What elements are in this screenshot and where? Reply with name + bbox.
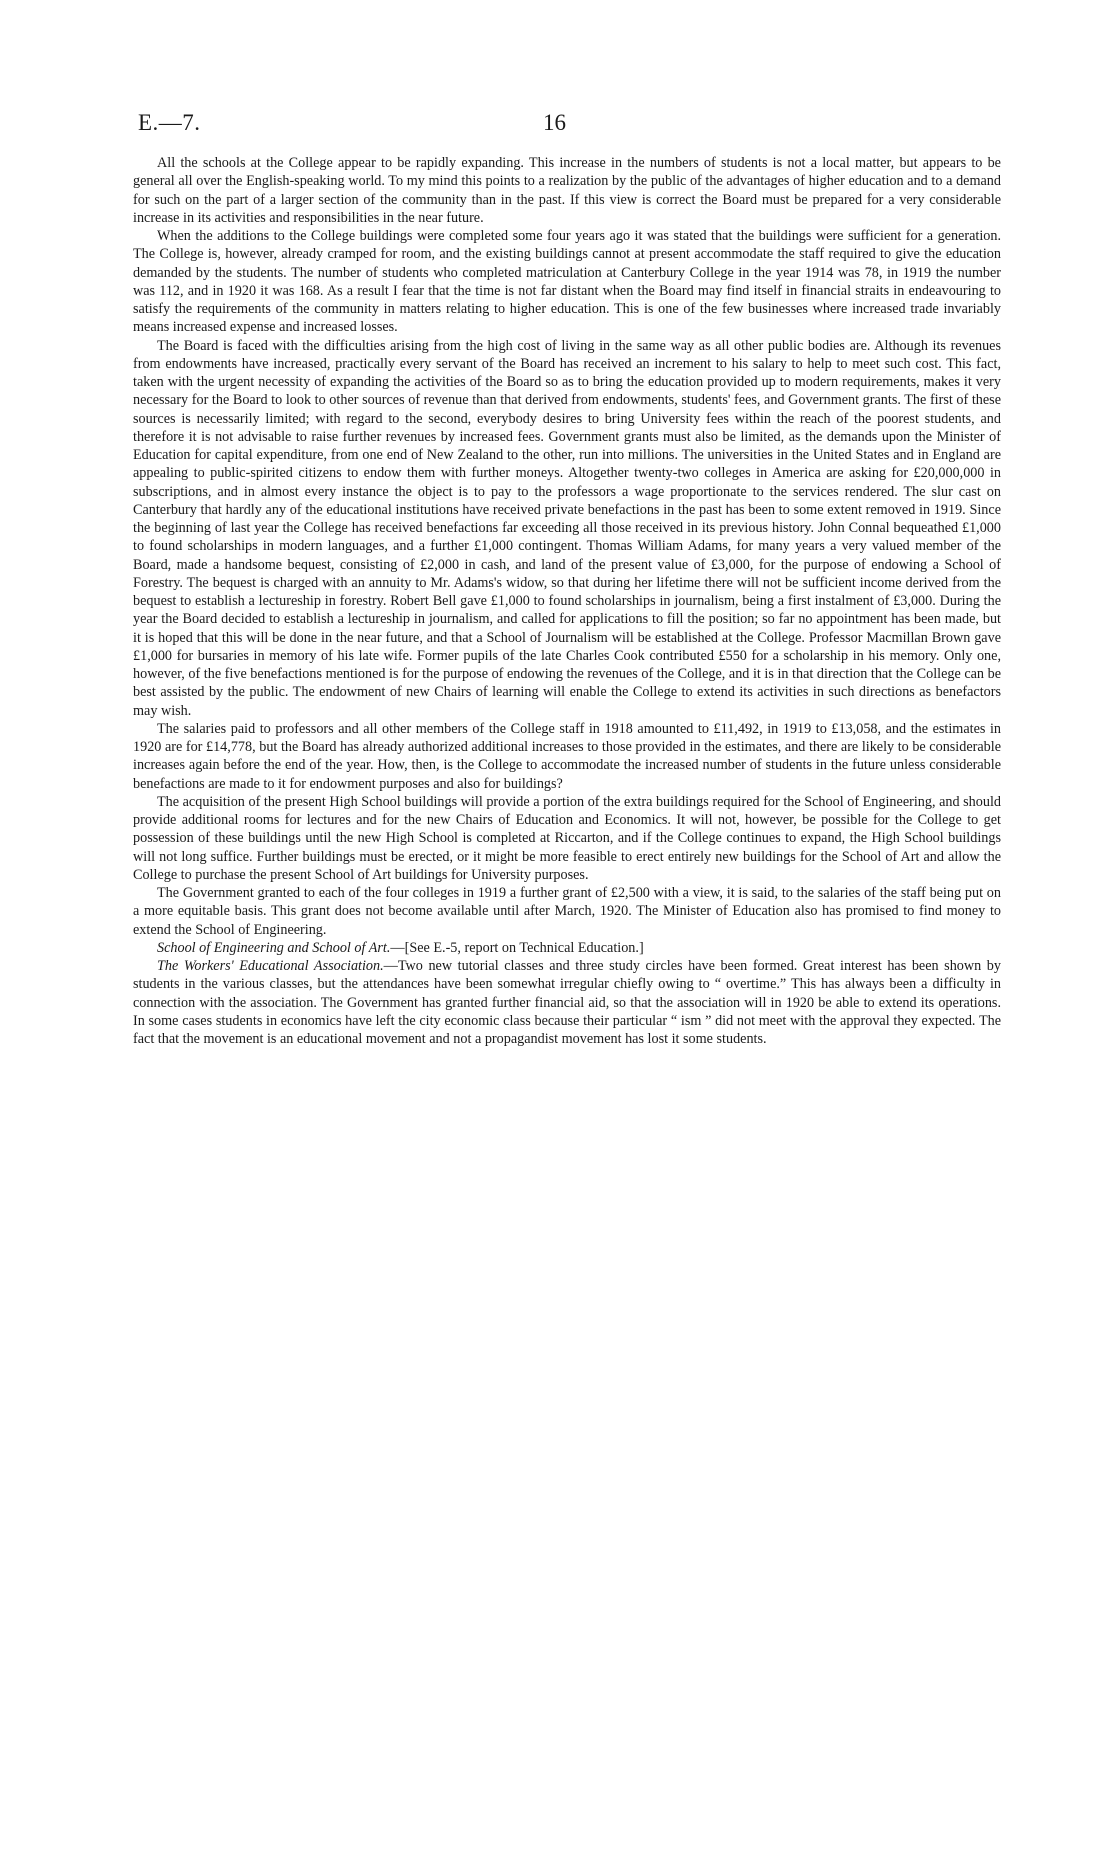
engineering-note-title: School of Engineering and School of Art. xyxy=(157,939,391,956)
paragraph-salaries: The salaries paid to professors and all other members of the College staff in 1918 amounted to £11,492, in 1919 to £13,058, and the estimates in 1920 are for £14,778, but the Board has already authorized additional increases to those provided in the estimates, and there are likely to be considerable increases again before the end of the year. How, then, is the College to accommodate the increased number of students in the future unless considerable benefactions are made to it for endowment purposes and also for buildings? xyxy=(133,720,1001,792)
workers-note-text: —Two new tutorial classes and three study circles have been formed. Great interest has been shown by students in the various classes, but the attendances have been somewhat irregular chiefly owing to “ overtime.” This has always been a difficulty in connection with the association. The Government has granted further financial aid, so that the association will in 1920 be able to extend its operations. In some cases students in economics have left the city economic class because their particular “ ism ” did not meet with the approval they expected. The fact that the movement is an educational movement and not a propagandist movement has lost it some students. xyxy=(133,958,1001,1047)
workers-note-title: The Workers' Educational Association. xyxy=(157,958,384,974)
paragraph-expansion: All the schools at the College appear to be rapidly expanding. This increase in the numbers of students is not a local matter, but appears to be general all over the English-speaking world. To my mind this points to a realization by the public of the advantages of higher education and to a demand for such on the part of a larger section of the community than in the past. If this view is correct the Board must be prepared for a very considerable increase in its activities and responsibilities in the near future. xyxy=(133,155,1001,226)
paragraph-engineering-note xyxy=(133,939,1001,957)
engineering-note-text: —[See E.-5, report on Technical Education.] xyxy=(390,939,644,956)
paragraph-workers-association xyxy=(133,957,1001,1048)
document-reference: E.—7. xyxy=(138,110,201,135)
body-text xyxy=(133,154,1001,1048)
paragraph-high-school: The acquisition of the present High School buildings will provide a portion of the extra buildings required for the School of Engineering, and should provide additional rooms for lectures and for the new Chairs of Education and Economics. It will not, however, be possible for the College to get possession of these buildings until the new High School is completed at Riccarton, and if the College continues to expand, the High School buildings will not long suffice. Further buildings must be erected, or it might be more feasible to erect entirely new buildings for the School of Art and allow the College to purchase the present School of Art buildings for University purposes. xyxy=(133,793,1001,883)
paragraph-government-grant: The Government granted to each of the four colleges in 1919 a further grant of £2,500 with a view, it is said, to the salaries of the staff being put on a more equitable basis. This grant does not become available until after March, 1920. The Minister of Education also has promised to find money to extend the School of Engineering. xyxy=(133,885,1001,938)
paragraph-cost-of-living: The Board is faced with the difficulties arising from the high cost of living in the same way as all other public bodies are. Although its revenues from endowments have increased, practically every servant of the Board has received an increment to his salary to help to meet such cost. This fact, taken with the urgent necessity of expanding the activities of the Board so as to bring the education provided up to modern requirements, makes it very necessary for the Board to look to other sources of revenue than that derived from endowments, students' fees, and Government grants. The first of these sources is necessarily limited; with regard to the second, everybody desires to bring University fees within the reach of the poorest students, and therefore it is not advisable to raise further revenues by increased fees. Government grants must also be limited, as the demands upon the Minister of Education for capital expenditure, from one end of New Zealand to the other, run into millions. The universities in the United States and in England are appealing to public-spirited citizens to endow them with further moneys. Altogether twenty-two colleges in America are asking for £20,000,000 in subscriptions, and in almost every instance the object is to pay to the professors a wage proportionate to the services rendered. The slur cast on Canterbury that hardly any of the educational institutions have received private benefactions in the past has been to some extent removed in 1919. Since the beginning of last year the College has received benefactions far exceeding all those received in its previous history. John Connal bequeathed £1,000 to found scholarships in modern languages, and a further £1,000 contingent. Thomas William Adams, for many years a very valued member of the Board, made a handsome bequest, consisting of £2,000 in cash, and land of the present value of £3,000, for the purpose of endowing a School of Forestry. The bequest is charged with an annuity to Mr. Adams's widow, so that during her lifetime there will not be sufficient income derived from the bequest to establish a lectureship in forestry. Robert Bell gave £1,000 to found scholarships in journalism, being a first instalment of £3,000. During the year the Board decided to establish a lectureship in journalism, and called for applications to fill the position; so far no appointment has been made, but it is hoped that this will be done in the near future, and that a School of Journalism will be established at the College. Professor Macmillan Brown gave £1,000 for bursaries in memory of his late wife. Former pupils of the late Charles Cook contributed £550 for a scholarship in his memory. Only one, however, of the five benefactions mentioned is for the purpose of endowing the revenues of the College, and it is in that direction that the College can be best assisted by the public. The endowment of new Chairs of learning will enable the College to extend its activities in such directions as benefactors may wish. xyxy=(133,337,1001,719)
paragraph-buildings: When the additions to the College buildings were completed some four years ago it was stated that the buildings were sufficient for a generation. The College is, however, already cramped for room, and the existing buildings cannot at present accommodate the staff required to give the education demanded by the students. The number of students who completed matriculation at Canterbury College in the year 1914 was 78, in 1919 the number was 112, and in 1920 it was 168. As a result I fear that the time is not far distant when the Board may find itself in financial straits in endeavouring to satisfy the requirements of the community in matters relating to higher education. This is one of the few businesses where increased trade invariably means increased expense and increased losses. xyxy=(133,228,1001,336)
page-header xyxy=(138,110,998,140)
page-number: 16 xyxy=(543,110,566,135)
